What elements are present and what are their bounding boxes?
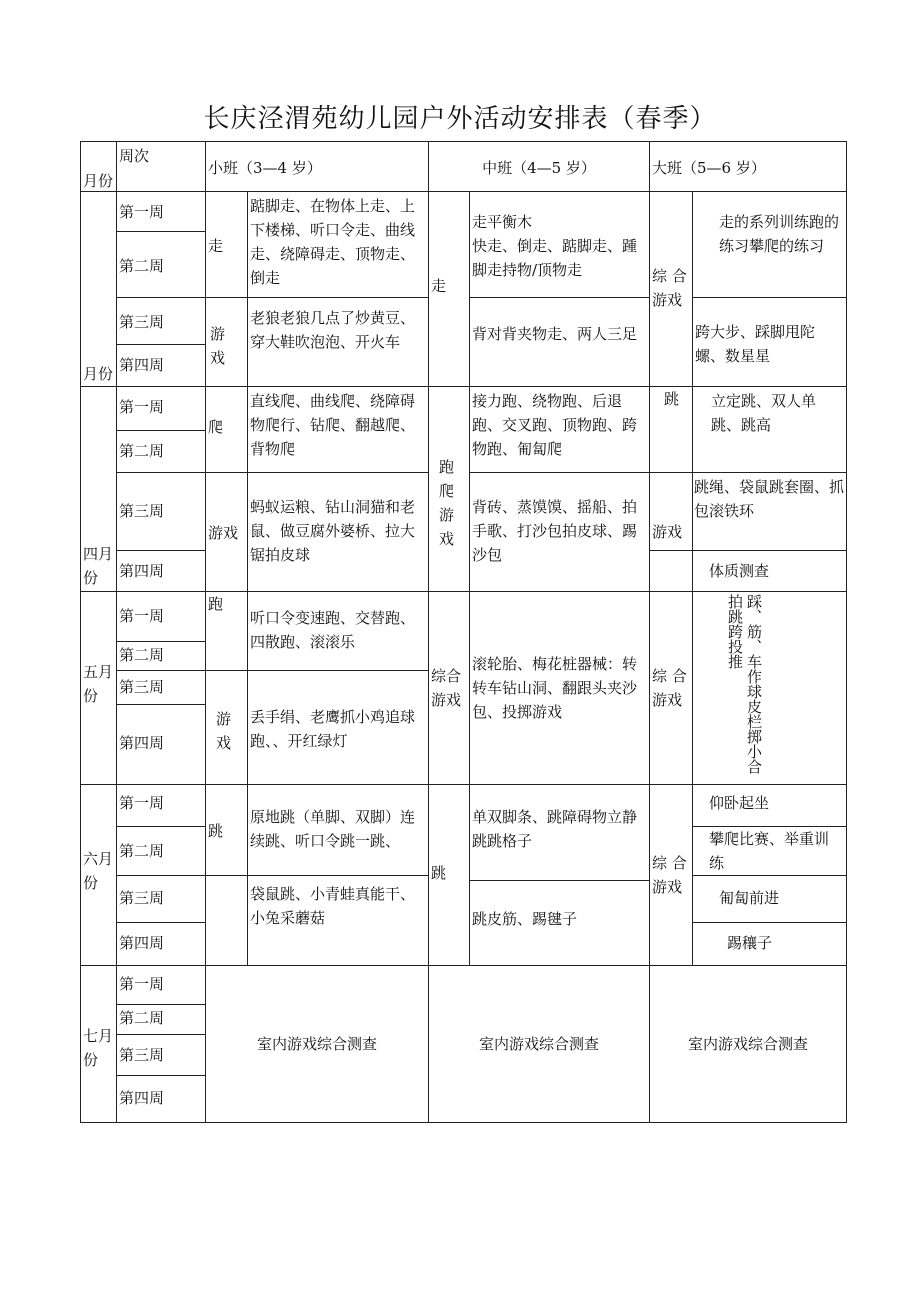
- large-activity: 跨大步、踩脚甩陀螺、数星星: [692, 297, 847, 387]
- small-activity: 室内游戏综合测查: [205, 965, 429, 1123]
- header-middle-class: 中班（4—5 岁）: [428, 141, 650, 192]
- month-april: 四月 份: [80, 386, 117, 592]
- middle-category: 综合 游戏: [428, 591, 470, 785]
- week-3: 第三周: [116, 1034, 206, 1076]
- week-1: 第一周: [116, 191, 206, 232]
- week-2: 第二周: [116, 641, 206, 671]
- middle-activity: 背砖、蒸馍馍、摇船、拍手歌、打沙包拍皮球、踢沙包: [469, 472, 650, 592]
- week-4: 第四周: [116, 704, 206, 785]
- small-category: 走: [205, 191, 248, 298]
- middle-activity: 接力跑、绕物跑、后退跑、交叉跑、顶物跑、跨物跑、匍匐爬: [469, 386, 650, 473]
- small-activity: 听口令变速跑、交替跑、四散跑、滚滚乐: [247, 591, 429, 671]
- small-category: 跑: [205, 591, 248, 671]
- week-3: 第三周: [116, 670, 206, 705]
- week-4: 第四周: [116, 1075, 206, 1123]
- small-category: [205, 875, 248, 966]
- week-1: 第一周: [116, 965, 206, 1005]
- large-activity: 立定跳、双人单跳、跳高: [692, 386, 847, 473]
- middle-activity: 跳皮筋、踢毽子: [469, 880, 650, 966]
- middle-activity: 室内游戏综合测查: [428, 965, 650, 1123]
- small-category: 游 戏: [205, 297, 248, 387]
- small-category: 跳: [205, 784, 248, 876]
- large-activity: 跳绳、袋鼠跳套圈、抓包滚铁环: [649, 472, 847, 551]
- small-category: 游戏: [205, 472, 248, 592]
- middle-category: 跳: [428, 784, 470, 966]
- week-4: 第四周: [116, 344, 206, 387]
- month-march: 月份: [80, 191, 117, 387]
- large-category: 跳: [649, 386, 693, 473]
- month-june: 六月 份: [80, 784, 117, 966]
- page-title: 长庆泾渭苑幼儿园户外活动安排表（春季）: [203, 104, 717, 134]
- middle-activity: 走平衡木 快走、倒走、踮脚走、踵脚走持物/顶物走: [469, 191, 650, 298]
- small-activity: 直线爬、曲线爬、绕障碍物爬行、钻爬、翻越爬、背物爬: [247, 386, 429, 473]
- week-3: 第三周: [116, 472, 206, 551]
- small-activity: 老狼老狼几点了炒黄豆、穿大鞋吹泡泡、开火车: [247, 297, 429, 387]
- week-3: 第三周: [116, 297, 206, 345]
- small-category: 游 戏: [205, 670, 248, 785]
- large-activity: [692, 591, 847, 785]
- large-activity: 踢穰子: [692, 922, 847, 966]
- large-activity: 走的系列训练跑的练习攀爬的练习: [692, 191, 847, 298]
- middle-activity: 单双脚条、跳障碍物立静跳跳格子: [469, 784, 650, 881]
- small-activity: 蚂蚁运粮、钻山洞猫和老鼠、做豆腐外婆桥、拉大锯拍皮球: [247, 472, 429, 592]
- middle-category: 跑 爬 游 戏: [428, 386, 470, 592]
- week-2: 第二周: [116, 430, 206, 473]
- header-month: 月份: [80, 141, 117, 192]
- large-activity-vertical-text: 踩、筋、车作球皮栏掷小合拍跳跨投推: [726, 594, 763, 774]
- large-category: 综 合 游戏: [649, 591, 693, 785]
- week-1: 第一周: [116, 784, 206, 827]
- week-1: 第一周: [116, 591, 206, 642]
- large-category: 综 合 游戏: [649, 191, 693, 387]
- large-activity: 匍匐前进: [692, 875, 847, 923]
- large-activity: 体质测查: [692, 550, 847, 592]
- small-activity: 袋鼠跳、小青蛙真能干、小兔采蘑菇: [247, 875, 429, 966]
- small-activity: 丢手绢、老鹰抓小鸡追球跑、、开红绿灯: [247, 670, 429, 785]
- large-activity: 攀爬比赛、举重训练: [692, 826, 847, 876]
- week-1: 第一周: [116, 386, 206, 431]
- middle-category: 走: [428, 191, 470, 387]
- week-3: 第三周: [116, 875, 206, 923]
- header-large-class: 大班（5—6 岁）: [649, 141, 847, 192]
- small-category: 爬: [205, 386, 248, 473]
- week-4: 第四周: [116, 922, 206, 966]
- week-4: 第四周: [116, 550, 206, 592]
- header-small-class: 小班（3—4 岁）: [205, 141, 429, 192]
- large-category: 综 合 游戏: [649, 784, 693, 966]
- small-activity: 原地跳（单脚、双脚）连续跳、听口令跳一跳、: [247, 784, 429, 876]
- middle-activity: 背对背夹物走、两人三足: [469, 297, 650, 387]
- week-2: 第二周: [116, 231, 206, 298]
- small-activity: 踮脚走、在物体上走、上下楼梯、听口令走、曲线走、绕障碍走、顶物走、倒走: [247, 191, 429, 298]
- month-may: 五月 份: [80, 591, 117, 785]
- week-2: 第二周: [116, 826, 206, 876]
- middle-activity: 滚轮胎、梅花桩器械：转转车钻山洞、翻跟头夹沙包、投掷游戏: [469, 591, 650, 785]
- large-activity: 仰卧起坐: [692, 784, 847, 827]
- header-week: 周次: [116, 141, 206, 192]
- large-activity: 室内游戏综合测查: [649, 965, 847, 1123]
- large-category: 游戏: [649, 472, 693, 592]
- week-2: 第二周: [116, 1004, 206, 1035]
- month-july: 七月 份: [80, 965, 117, 1123]
